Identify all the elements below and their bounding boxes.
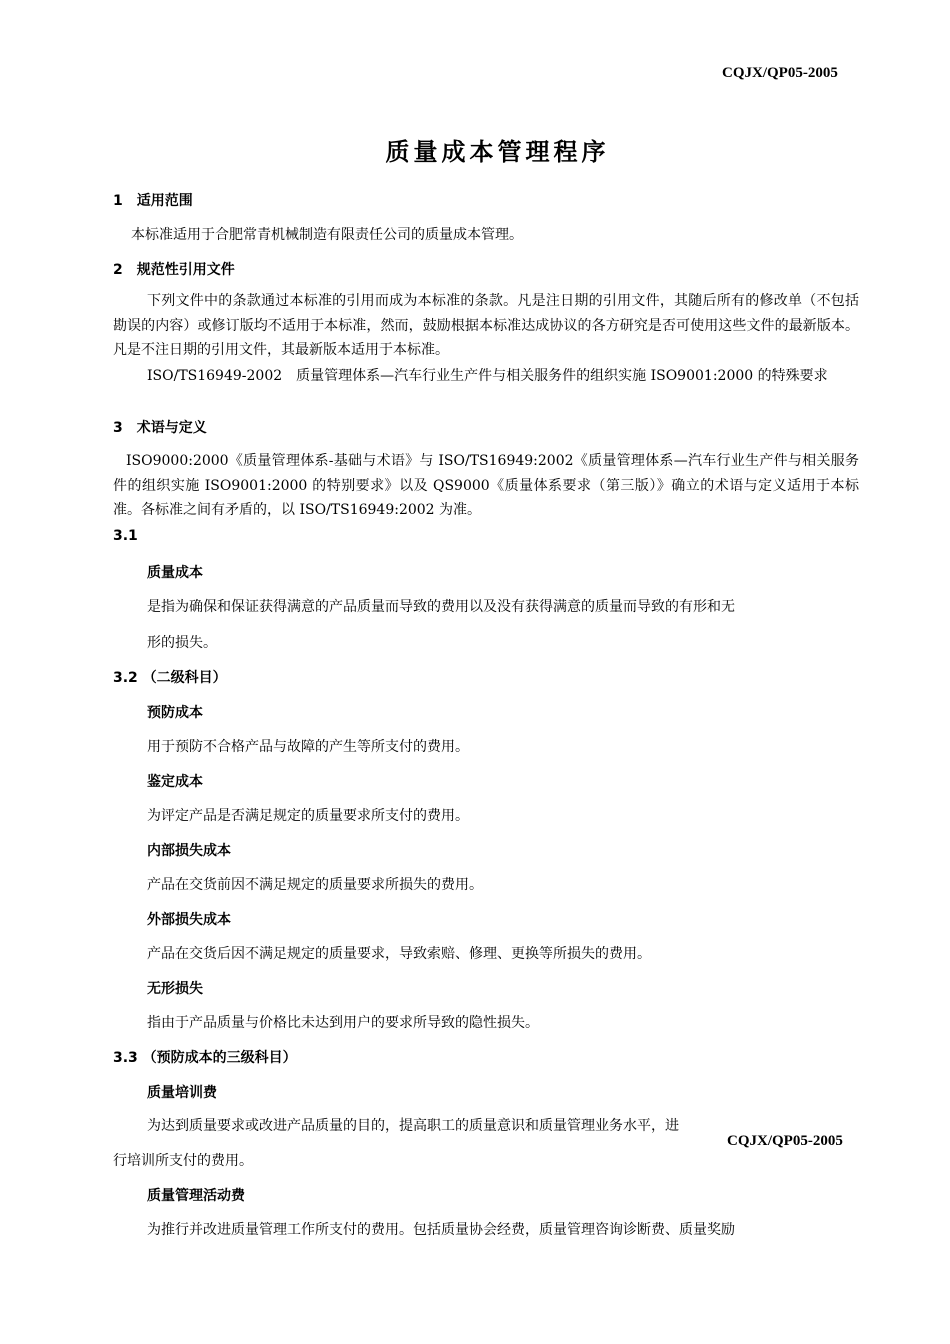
section-3-heading: 3 术语与定义 — [113, 420, 207, 436]
term-appraisal-cost: 鉴定成本 — [147, 774, 203, 790]
term-external-failure-cost: 外部损失成本 — [147, 912, 231, 928]
section-2-reference: ISO/TS16949-2002 质量管理体系—汽车行业生产件与相关服务件的组织实施 ISO9001:2000 的特殊要求 — [147, 368, 828, 384]
definition-quality-management-activity-fee-line1: 为推行并改进质量管理工作所支付的费用。包括质量协会经费，质量管理咨询诊断费、质量奖励 — [147, 1222, 735, 1238]
section-3-paragraph: ISO9000:2000《质量管理体系-基础与术语》与 ISO/TS16949:2002《质量管理体系—汽车行业生产件与相关服务件的组织实施 ISO9001:2000 的特别要求》以及 QS9000《质量体系要求（第三版）》确立的术语与定义适用于本标准。各标准之间有矛盾的，以 ISO/TS16949:2002 为准。 — [113, 453, 859, 518]
definition-external-failure-cost: 产品在交货后因不满足规定的质量要求，导致索赔、修理、更换等所损失的费用。 — [147, 946, 651, 962]
definition-quality-cost-line1: 是指为确保和保证获得满意的产品质量而导致的费用以及没有获得满意的质量而导致的有形和无 — [147, 599, 735, 615]
section-1-heading: 1 适用范围 — [113, 193, 193, 209]
definition-quality-training-fee-line2: 行培训所支付的费用。 — [113, 1153, 253, 1169]
term-quality-management-activity-fee: 质量管理活动费 — [147, 1188, 245, 1204]
document-number: CQJX/QP05-2005 — [722, 65, 838, 81]
definition-prevention-cost: 用于预防不合格产品与故障的产生等所支付的费用。 — [147, 739, 469, 755]
section-3-2-heading: 3.2 （二级科目） — [113, 670, 227, 686]
section-3-3-heading: 3.3 （预防成本的三级科目） — [113, 1050, 297, 1066]
definition-internal-failure-cost: 产品在交货前因不满足规定的质量要求所损失的费用。 — [147, 877, 483, 893]
term-prevention-cost: 预防成本 — [147, 705, 203, 721]
definition-quality-training-fee-line1: 为达到质量要求或改进产品质量的目的，提高职工的质量意识和质量管理业务水平，进 — [147, 1118, 679, 1134]
term-internal-failure-cost: 内部损失成本 — [147, 843, 231, 859]
page-title: 质量成本管理程序 — [385, 138, 610, 166]
term-intangible-loss: 无形损失 — [147, 981, 203, 997]
definition-intangible-loss: 指由于产品质量与价格比未达到用户的要求所导致的隐性损失。 — [147, 1015, 539, 1031]
definition-appraisal-cost: 为评定产品是否满足规定的质量要求所支付的费用。 — [147, 808, 469, 824]
section-1-text: 本标准适用于合肥常青机械制造有限责任公司的质量成本管理。 — [131, 227, 523, 243]
section-2-heading: 2 规范性引用文件 — [113, 262, 235, 278]
overlay-document-number: CQJX/QP05-2005 — [727, 1133, 843, 1149]
definition-quality-cost-line2: 形的损失。 — [147, 635, 217, 651]
term-quality-cost: 质量成本 — [147, 565, 203, 581]
term-quality-training-fee: 质量培训费 — [147, 1085, 217, 1101]
section-3-1-number: 3.1 — [113, 528, 138, 544]
section-2-paragraph: 下列文件中的条款通过本标准的引用而成为本标准的条款。凡是注日期的引用文件，其随后所有的修改单（不包括勘误的内容）或修订版均不适用于本标准，然而，鼓励根据本标准达成协议的各方研究是否可使用这些文件的最新版本。凡是不注日期的引用文件，其最新版本适用于本标准。 — [113, 293, 859, 358]
